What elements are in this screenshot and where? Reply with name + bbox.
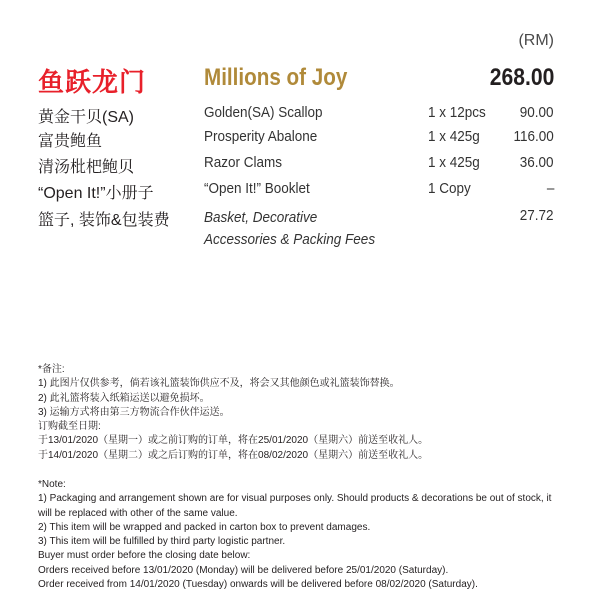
item-name-english: “Open It!” Booklet [204,180,310,197]
item-price: 36.00 [520,154,554,171]
item-row [0,128,600,150]
note-line: *Note: [38,479,66,490]
product-title-chinese: 鱼跃龙门 [38,67,147,97]
total-price: 268.00 [489,64,554,91]
notes-chinese [38,363,428,463]
item-row [0,104,600,126]
item-name-chinese: 篮子, 装饰&包装费 [38,212,170,229]
item-name-chinese: 黄金干贝(SA) [38,109,135,126]
item-quantity: 1 x 425g [428,154,480,171]
note-line: Buyer must order before the closing date below: [38,550,251,562]
note-line: 2) 此礼篮将装入纸箱运送以避免损坏。 [38,392,210,404]
note-line: 于14/01/2020（星期二）或之后订购的订单，将在08/02/2020（星期六）前送至收礼人。 [38,449,429,461]
note-line: 3) 运输方式将由第三方物流合作伙伴运送。 [38,406,230,418]
item-name-english: Prosperity Abalone [204,128,318,145]
item-name-english: Basket, Decorative Accessories & Packing Fees [204,209,376,248]
item-price: – [546,180,554,197]
note-line: 1) Packaging and arrangement shown are for visual purposes only. Should products & decorations be out of stock, it [38,493,552,505]
note-line: 于13/01/2020（星期一）或之前订购的订单，将在25/01/2020（星期六）前送至收礼人。 [38,435,429,447]
currency-label: (RM) [518,32,554,49]
note-line: 订购截至日期: [38,421,101,433]
notes-english [38,478,551,592]
item-quantity: 1 Copy [428,180,471,197]
note-line: 2) This item will be wrapped and packed in carton box to prevent damages. [38,521,371,533]
item-name-chinese: “Open It!”小册子 [38,185,154,202]
note-line: will be replaced with other of the same value. [38,507,238,519]
product-title-english: Millions of Joy [204,64,348,91]
item-quantity: 1 x 12pcs [428,104,486,121]
note-line: *备注: [38,364,65,375]
note-line: 3) This item will be fulfilled by third party logistic partner. [38,536,286,548]
item-row [0,154,600,176]
item-price: 116.00 [513,128,554,145]
note-line: Orders received before 13/01/2020 (Monday) will be delivered before 25/01/2020 (Saturday). [38,564,449,576]
item-name-chinese: 清汤枇杷鲍贝 [38,159,135,176]
item-price: 27.72 [520,207,554,224]
item-price: 90.00 [520,104,554,121]
note-line: Order received from 14/01/2020 (Tuesday) onwards will be delivered before 08/02/2020 (Saturday). [38,579,478,591]
item-name-chinese: 富贵鲍鱼 [38,133,103,150]
item-quantity: 1 x 425g [428,128,480,145]
item-row [0,207,600,251]
note-line: 1) 此图片仅供参考，倘若该礼篮装饰供应不及，将会又其他颜色或礼篮装饰替换。 [38,378,400,390]
item-row [0,180,600,202]
item-name-english: Golden(SA) Scallop [204,104,323,121]
item-name-english: Razor Clams [204,154,283,171]
